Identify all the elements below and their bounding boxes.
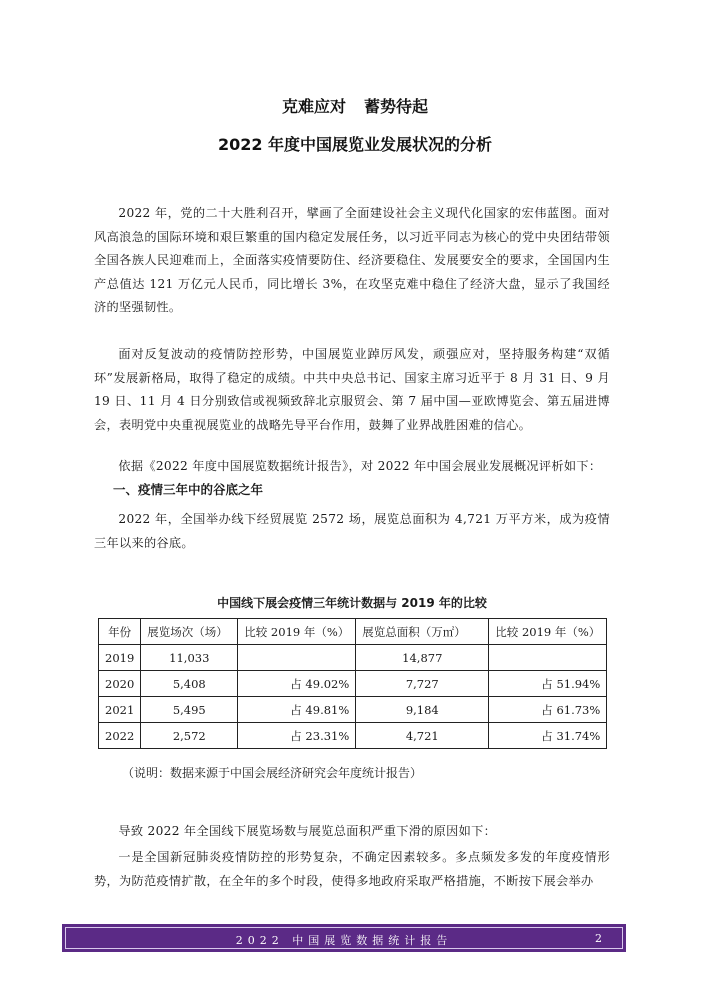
table-header-cell: 比较 2019 年（%） (238, 619, 356, 645)
table-cell-area-ratio (489, 645, 607, 671)
table-cell-area-ratio: 占 61.73% (489, 697, 607, 723)
table-cell-area: 7,727 (356, 671, 489, 697)
table-cell-area: 14,877 (356, 645, 489, 671)
table-cell-year: 2019 (99, 645, 141, 671)
table-cell-count-ratio: 占 49.81% (238, 697, 356, 723)
table-header-cell: 比较 2019 年（%） (489, 619, 607, 645)
table-header-row (99, 619, 607, 645)
table-cell-count-ratio: 占 49.02% (238, 671, 356, 697)
table-cell-count-ratio (238, 645, 356, 671)
paragraph-cause-one: 一是全国新冠肺炎疫情防控的形势复杂，不确定因素较多。多点频发多发的年度疫情形势，为防范疫情扩散，在全年的多个时段，使得多地政府采取严格措施，不断按下展会举办 (94, 850, 610, 888)
table-header-cell: 年份 (99, 619, 141, 645)
footer-frame (65, 927, 623, 949)
section-heading-1: 一、疫情三年中的谷底之年 (113, 482, 264, 497)
table-cell-area-ratio: 占 51.94% (489, 671, 607, 697)
table-cell-area: 4,721 (356, 723, 489, 749)
paragraph-causes: 导致 2022 年全国线下展览场数与展览总面积严重下滑的原因如下： (118, 824, 497, 838)
footer-report-title: 2022 中国展览数据统计报告 (235, 934, 453, 947)
title-part-a: 克难应对 (281, 97, 346, 116)
table-header-cell: 展览总面积（万㎡） (356, 619, 489, 645)
table-note: （说明：数据来源于中国会展经济研究会年度统计报告） (122, 766, 423, 780)
table-cell-count-ratio: 占 23.31% (238, 723, 356, 749)
document-title-line2: 2022 年度中国展览业发展状况的分析 (217, 135, 493, 154)
table-cell-year: 2022 (99, 723, 141, 749)
table-cell-count: 5,495 (141, 697, 238, 723)
table-cell-count: 5,408 (141, 671, 238, 697)
paragraph-intro: 2022 年，党的二十大胜利召开，擘画了全面建设社会主义现代化国家的宏伟蓝图。面对风高浪急的国际环境和艰巨繁重的国内稳定发展任务，以习近平同志为核心的党中央团结带领全国各族人民迎难而上，全面落实疫情要防住、经济要稳住、发展要安全的要求，全国国内生产总值达 121 万亿元人民币，同比增长 3%，在攻坚克难中稳住了经济大盘，显示了我国经济的坚强韧性。 (94, 206, 610, 314)
page-number: 2 (595, 932, 602, 945)
paragraph-summary: 2022 年，全国举办线下经贸展览 2572 场，展览总面积为 4,721 万平方米，成为疫情三年以来的谷底。 (94, 512, 610, 550)
paragraph-response: 面对反复波动的疫情防控形势，中国展览业踔厉风发，顽强应对，坚持服务构建“双循环”发展新格局，取得了稳定的成绩。中共中央总书记、国家主席习近平于 8 月 31 日、9 月 19 日、11 月 4 日分别致信或视频致辞北京服贸会、第 7 届中国—亚欧博览会、第五届进博会，表明党中央重视展览业的战略先导平台作用，鼓舞了业界战胜困难的信心。 (94, 347, 610, 432)
table-title: 中国线下展会疫情三年统计数据与 2019 年的比较 (217, 596, 487, 610)
table-cell-count: 2,572 (141, 723, 238, 749)
table-row (99, 671, 607, 697)
table-cell-area: 9,184 (356, 697, 489, 723)
title-part-b: 蓄势待起 (364, 97, 429, 116)
table-cell-year: 2021 (99, 697, 141, 723)
table-row (99, 645, 607, 671)
page-footer (62, 924, 626, 952)
table-row (99, 697, 607, 723)
table-row (99, 723, 607, 749)
document-title-line1 (0, 94, 710, 117)
table-cell-count: 11,033 (141, 645, 238, 671)
stats-table (98, 618, 607, 749)
table-header-cell: 展览场次（场） (141, 619, 238, 645)
table-cell-year: 2020 (99, 671, 141, 697)
paragraph-source: 依据《2022 年度中国展览数据统计报告》，对 2022 年中国会展业发展概况评析如下： (118, 459, 602, 473)
table-cell-area-ratio: 占 31.74% (489, 723, 607, 749)
